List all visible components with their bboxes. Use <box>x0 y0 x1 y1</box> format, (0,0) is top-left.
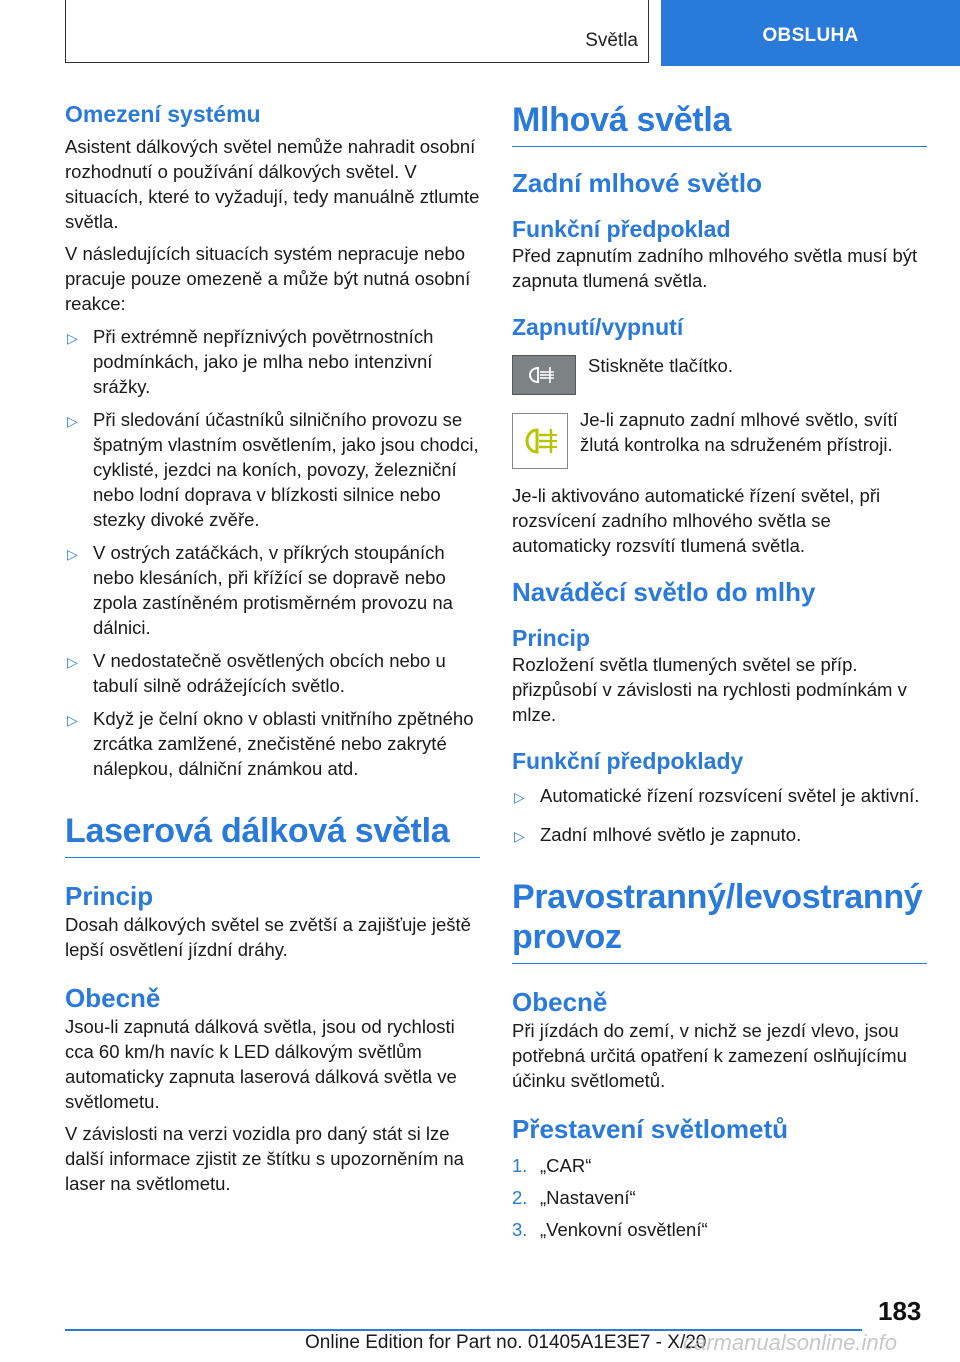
paragraph-obecne-1: Jsou-li zapnutá dálková světla, jsou od rychlosti cca 60 km/h navíc k LED dálkovým světlům automaticky zapnuta laserová dálková světla ve světlometu. <box>65 1016 457 1112</box>
chapter-heading-laser: Laserová dálková světla <box>65 811 480 858</box>
triangle-bullet-icon: ▷ <box>67 654 78 670</box>
limitations-list <box>65 324 480 781</box>
watermark: carmanualsonline.info <box>683 1330 898 1355</box>
paragraph-auto: Je-li aktivováno automatické řízení světel, při rozsvícení zadního mlhového světla se automaticky rozsvítí tlumená světla. <box>512 485 881 556</box>
button-instruction-text: Stiskněte tlačítko. <box>588 355 733 376</box>
triangle-bullet-icon: ▷ <box>67 413 78 429</box>
prerequisites-list <box>512 783 927 847</box>
subsection-heading-funkcni: Funkční předpoklad <box>512 216 731 242</box>
chapter-heading-mlhova: Mlhová světla <box>512 100 927 147</box>
paragraph-obecne-2: V závislosti na verzi vozidla pro daný stát si lze další informace zjistit ze štítku s upozorněním na laser na světlometu. <box>65 1123 464 1194</box>
chapter-heading-provoz: Pravostranný/levostranný provoz <box>512 877 927 964</box>
steps-list <box>512 1153 927 1242</box>
section-heading-obecne: Obecně <box>65 983 161 1013</box>
header-section-title: Světla <box>585 30 638 51</box>
paragraph-omezeni-2: V následujících situacích systém nepracuje nebo pracuje pouze omezeně a může být nutná osobní reakce: <box>65 243 471 314</box>
list-item: ▷ Při sledování účastníků silničního provozu se špatným vlastním osvětlením, jako jsou chodci, cyklisté, jezdci na koních, povozy, železniční nebo lodní doprava v blízkosti silnice nebo stezky divoké zvěře. <box>67 409 479 530</box>
rear-fog-indicator-icon <box>512 413 568 469</box>
section-heading-obecne2: Obecně <box>512 987 608 1017</box>
list-item: 1. „CAR“ <box>512 1155 592 1176</box>
triangle-bullet-icon: ▷ <box>67 546 78 562</box>
subsection-heading-zapnuti: Zapnutí/vypnutí <box>512 314 684 340</box>
triangle-bullet-icon: ▷ <box>67 330 78 346</box>
paragraph-omezeni-1: Asistent dálkových světel nemůže nahradit osobní rozhodnutí o používání dálkových světel. V situacích, které to vyžadují, tedy manuálně ztlumte světla. <box>65 136 480 232</box>
page-header <box>0 0 960 66</box>
triangle-bullet-icon: ▷ <box>514 789 525 805</box>
list-item: ▷ Zadní mlhové světlo je zapnuto. <box>512 822 927 847</box>
list-item: ▷ Při extrémně nepříznivých povětrnostních podmínkách, jako je mlha nebo intenzivní srážky. <box>67 326 434 397</box>
list-item: ▷ Když je čelní okno v oblasti vnitřního zpětného zrcátka zamlžené, znečistěné nebo zakryté nálepkou, dálniční známkou atd. <box>67 708 474 779</box>
header-frame <box>65 0 649 63</box>
footer-edition: Online Edition for Part no. 01405A1E3E7 - X/20 <box>305 1332 707 1353</box>
paragraph-princip2: Rozložení světla tlumených světel se příp. přizpůsobí v závislosti na rychlosti podmínkám v mlze. <box>512 654 907 725</box>
triangle-bullet-icon: ▷ <box>67 712 78 728</box>
section-heading-omezeni: Omezení systému <box>65 101 261 127</box>
subsection-heading-princip: Princip <box>512 625 590 651</box>
header-chapter-tab: OBSLUHA <box>661 0 960 66</box>
list-item: 2. „Nastavení“ <box>512 1187 636 1208</box>
section-heading-zadni: Zadní mlhové světlo <box>512 168 762 198</box>
right-column <box>512 100 927 1242</box>
indicator-text: Je-li zapnuto zadní mlhové světlo, svítí žlutá kontrolka na sdruženém přístroji. <box>580 409 898 455</box>
indicator-row <box>512 409 927 469</box>
list-item: ▷ V nedostatečně osvětlených obcích nebo u tabulí silně odrážejících světlo. <box>67 650 446 696</box>
list-item: ▷ V ostrých zatáčkách, v příkrých stoupáních nebo klesáních, při křížící se dopravě nebo zpola zastíněném protisměrném provozu na dálnici. <box>67 542 453 638</box>
section-heading-prestaveni: Přestavení světlometů <box>512 1114 789 1144</box>
paragraph-obecne2: Při jízdách do zemí, v nichž se jezdí vlevo, jsou potřebná určitá opatření k zamezení oslňujícímu účinku světlometů. <box>512 1020 907 1091</box>
subsection-heading-predpoklady: Funkční předpoklady <box>512 748 744 774</box>
list-item: ▷ Automatické řízení rozsvícení světel je aktivní. <box>512 783 927 808</box>
rear-fog-light-button-icon <box>512 355 576 395</box>
left-column <box>65 100 480 1196</box>
button-instruction-row <box>512 355 927 395</box>
page-number: 183 <box>878 1296 922 1326</box>
triangle-bullet-icon: ▷ <box>514 828 525 844</box>
paragraph-funkcni: Před zapnutím zadního mlhového světla musí být zapnuta tlumená světla. <box>512 245 918 291</box>
list-item: 3. „Venkovní osvětlení“ <box>512 1219 708 1240</box>
paragraph-princip: Dosah dálkových světel se zvětší a zajišťuje ještě lepší osvětlení jízdní dráhy. <box>65 914 471 960</box>
section-heading-princip: Princip <box>65 881 154 911</box>
section-heading-navadeci: Naváděcí světlo do mlhy <box>512 577 816 607</box>
